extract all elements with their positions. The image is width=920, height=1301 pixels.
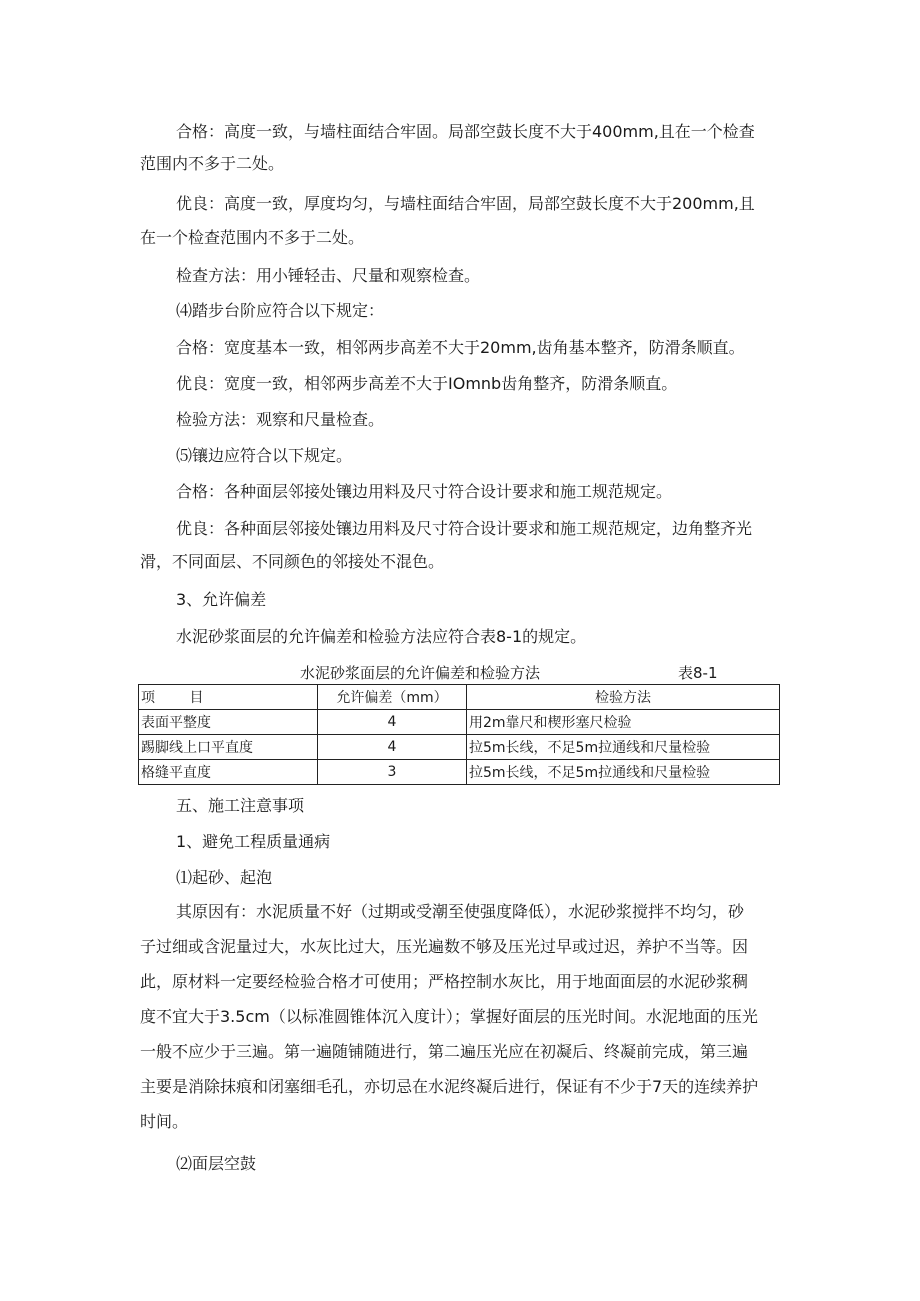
table-header-row <box>139 685 780 710</box>
body-line: 时间。 <box>140 1112 189 1131</box>
table-row <box>139 735 780 760</box>
body-line: 此，原材料一定要经检验合格才可使用；严格控制水灰比，用于地面面层的水泥砂浆稠 <box>140 972 749 991</box>
paragraph-line: 在一个检查范围内不多于二处。 <box>140 228 365 247</box>
paragraph-edging-qualified: 合格：各种面层邻接处镶边用料及尺寸符合设计要求和施工规范规定。 <box>176 482 673 501</box>
table-cell-method: 拉5m长线，不足5m拉通线和尺量检验 <box>467 735 780 760</box>
body-line: 一般不应少于三遍。第一遍随铺随进行，第二遍压光应在初凝后、终凝前完成，第三遍 <box>140 1042 749 1061</box>
paragraph-line: 滑，不同面层、不同颜色的邻接处不混色。 <box>140 552 445 571</box>
table-row <box>139 760 780 785</box>
table-caption: 水泥砂浆面层的允许偏差和检验方法 <box>300 664 541 682</box>
table-cell-item: 踢脚线上口平直度 <box>139 735 318 760</box>
table-row <box>139 710 780 735</box>
sub-heading: 1、避免工程质量通病 <box>176 832 331 851</box>
paragraph-edging-excellent: 优良：各种面层邻接处镶边用料及尺寸符合设计要求和施工规范规定，边角整齐光 <box>176 519 753 538</box>
body-line: 子过细或含泥量过大，水灰比过大，压光遍数不够及压光过早或过迟，养护不当等。因 <box>140 937 749 956</box>
item-heading-hollowing: ⑵面层空鼓 <box>176 1154 257 1173</box>
paragraph-excellent-height: 优良：高度一致，厚度均匀，与墙柱面结合牢固，局部空鼓长度不大于200mm,且 <box>176 194 755 213</box>
paragraph-table-reference: 水泥砂浆面层的允许偏差和检验方法应符合表8-1的规定。 <box>176 627 587 646</box>
table-cell-method: 拉5m长线，不足5m拉通线和尺量检验 <box>467 760 780 785</box>
paragraph-steps-rule: ⑷踏步台阶应符合以下规定： <box>176 301 385 320</box>
paragraph-steps-qualified: 合格：宽度基本一致，相邻两步高差不大于20mm,齿角基本整齐，防滑条顺直。 <box>176 338 745 357</box>
body-line: 主要是消除抹痕和闭塞细毛孔，亦切忌在水泥终凝后进行，保证有不少于7天的连续养护 <box>140 1077 759 1096</box>
paragraph-steps-excellent: 优良：宽度一致，相邻两步高差不大于IOmnb齿角整齐，防滑条顺直。 <box>176 374 678 393</box>
item-heading-sanding: ⑴起砂、起泡 <box>176 868 273 887</box>
column-header-item: 项 目 <box>139 685 318 710</box>
table-cell-tolerance: 4 <box>318 710 467 735</box>
paragraph-edging-rule: ⑸镶边应符合以下规定。 <box>176 446 353 465</box>
body-line: 度不宜大于3.5cm（以标准圆锥体沉入度计）；掌握好面层的压光时间。水泥地面的压光 <box>140 1007 758 1026</box>
table-cell-tolerance: 4 <box>318 735 467 760</box>
tolerance-table <box>138 684 780 785</box>
paragraph-qualified-height: 合格：高度一致，与墙柱面结合牢固。局部空鼓长度不大于400mm,且在一个检查 <box>176 122 755 141</box>
table-cell-item: 格缝平直度 <box>139 760 318 785</box>
section-heading: 五、施工注意事项 <box>176 796 305 815</box>
table-cell-tolerance: 3 <box>318 760 467 785</box>
column-header-tolerance: 允许偏差（mm） <box>318 685 467 710</box>
paragraph-inspection-method: 检验方法：观察和尺量检查。 <box>176 410 385 429</box>
table-cell-method: 用2m靠尺和楔形塞尺检验 <box>467 710 780 735</box>
section-allowed-deviation: 3、允许偏差 <box>176 590 267 609</box>
paragraph-line: 范围内不多于二处。 <box>140 154 285 173</box>
table-cell-item: 表面平整度 <box>139 710 318 735</box>
column-header-method: 检验方法 <box>467 685 780 710</box>
paragraph-check-method: 检查方法：用小锤轻击、尺量和观察检查。 <box>176 266 481 285</box>
body-line: 其原因有：水泥质量不好（过期或受潮至使强度降低），水泥砂浆搅拌不均匀，砂 <box>176 902 745 921</box>
table-number: 表8-1 <box>678 664 718 682</box>
